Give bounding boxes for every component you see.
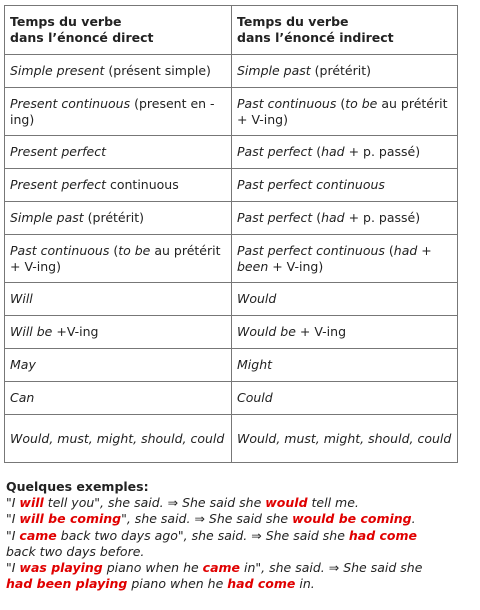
tense-name-italic: Simple present <box>10 63 105 78</box>
tense-note: ( <box>312 144 322 159</box>
cell-direct-tense <box>5 202 232 235</box>
example-line <box>6 511 476 527</box>
cell-direct-tense <box>5 349 232 382</box>
highlighted-verb: would be coming <box>292 511 412 527</box>
tense-note: au prétérit + V-ing) <box>10 242 221 274</box>
table-row <box>5 55 458 88</box>
tense-note: + p. passé) <box>344 144 421 159</box>
example-text: She said she <box>261 527 349 543</box>
tense-name-italic: to be <box>345 95 378 111</box>
example-text: back two days before. <box>6 543 145 559</box>
tense-note: (prétérit) <box>83 210 144 225</box>
table-row <box>5 202 458 235</box>
highlighted-verb: will be coming <box>19 511 122 527</box>
tense-name-italic: Past perfect <box>237 210 313 225</box>
cell-indirect-tense <box>232 88 458 136</box>
tense-name-italic: Simple past <box>10 210 84 225</box>
cell-direct-tense <box>5 169 232 202</box>
example-text: in. <box>295 576 315 592</box>
example-text: She said she <box>178 495 266 511</box>
tense-note: continuous <box>106 177 179 192</box>
header-direct <box>5 6 232 55</box>
table-row <box>5 136 458 169</box>
cell-direct-tense <box>5 88 232 136</box>
cell-indirect-tense <box>232 415 458 463</box>
header-indirect <box>232 6 458 55</box>
tense-note: (présent simple) <box>104 63 211 78</box>
highlighted-verb: came <box>19 527 57 543</box>
tense-name-italic: Could <box>237 390 273 405</box>
table-row <box>5 415 458 463</box>
example-text: in", she said. <box>240 560 329 576</box>
table-row <box>5 382 458 415</box>
example-line <box>6 576 476 592</box>
tense-name-italic: Can <box>10 390 35 405</box>
example-text: "I <box>6 560 20 576</box>
example-text: tell you", she said. <box>43 495 168 511</box>
tense-name-italic: Might <box>237 357 273 372</box>
highlighted-verb: was playing <box>19 560 103 576</box>
tense-note: + V-ing <box>295 324 347 339</box>
cell-direct-tense <box>5 283 232 316</box>
examples-title: Quelques exemples: <box>6 479 149 494</box>
cell-direct-tense <box>5 235 232 283</box>
table-row <box>5 169 458 202</box>
table-header-row <box>5 6 458 55</box>
implies-arrow-icon: ⇒ <box>328 560 340 576</box>
cell-indirect-tense <box>232 169 458 202</box>
tense-name-italic: Will <box>10 291 33 306</box>
cell-indirect-tense <box>232 136 458 169</box>
highlighted-verb: will <box>19 495 44 511</box>
highlighted-verb: had come <box>348 527 418 543</box>
example-line <box>6 495 476 511</box>
tense-name-italic: Simple past <box>237 63 311 78</box>
tense-note: + p. passé) <box>344 210 421 225</box>
cell-indirect-tense <box>232 202 458 235</box>
table-row <box>5 88 458 136</box>
highlighted-verb: had been playing <box>6 576 128 592</box>
cell-direct-tense <box>5 316 232 349</box>
example-text: piano when he <box>102 560 203 576</box>
tense-name-italic: Would <box>237 291 277 306</box>
header-indirect-line2: dans l’énoncé indirect <box>237 30 394 45</box>
tense-table-body <box>5 55 458 463</box>
tense-note: (present en -ing) <box>10 95 215 127</box>
tense-name-italic: Will be <box>10 324 53 339</box>
tense-name-italic: Past continuous <box>10 242 110 258</box>
examples-block <box>6 479 476 592</box>
example-text: She said she <box>204 511 293 527</box>
tense-note: ( <box>109 242 119 258</box>
table-row <box>5 235 458 283</box>
tense-name-italic: Past perfect continuous <box>237 177 385 192</box>
tense-name-italic: had <box>321 210 345 225</box>
cell-indirect-tense <box>232 235 458 283</box>
example-text: "I <box>6 511 20 527</box>
example-text: . <box>411 511 416 527</box>
tense-name-italic: May <box>10 357 36 372</box>
tense-note: au prétérit + V-ing) <box>237 95 448 127</box>
implies-arrow-icon: ⇒ <box>251 527 262 543</box>
cell-indirect-tense <box>232 349 458 382</box>
tense-name-italic: Past perfect <box>237 144 313 159</box>
tense-name-italic: Would be <box>237 324 296 339</box>
example-line <box>6 528 476 544</box>
implies-arrow-icon: ⇒ <box>194 511 205 527</box>
cell-direct-tense <box>5 136 232 169</box>
example-text: She said she <box>339 560 423 576</box>
cell-direct-tense <box>5 415 232 463</box>
tense-table <box>4 5 458 463</box>
cell-direct-tense <box>5 55 232 88</box>
header-direct-line1: Temps du verbe <box>10 14 122 29</box>
tense-note: + V-ing) <box>268 258 324 274</box>
tense-note: ( <box>384 242 394 258</box>
cell-indirect-tense <box>232 283 458 316</box>
tense-name-italic: Present perfect <box>10 144 106 159</box>
cell-indirect-tense <box>232 55 458 88</box>
tense-name-italic: Past continuous <box>237 95 337 111</box>
tense-name-italic: Present continuous <box>10 95 131 111</box>
table-row <box>5 283 458 316</box>
table-row <box>5 349 458 382</box>
header-direct-line2: dans l’énoncé direct <box>10 30 154 45</box>
table-row <box>5 316 458 349</box>
examples-lines <box>6 495 476 592</box>
example-text: tell me. <box>307 495 359 511</box>
tense-name-italic: Present perfect <box>10 177 106 192</box>
highlighted-verb: would <box>265 495 308 511</box>
example-text: "I <box>6 495 20 511</box>
implies-arrow-icon: ⇒ <box>167 495 179 511</box>
tense-note: ( <box>336 95 346 111</box>
highlighted-verb: came <box>202 560 241 576</box>
tense-name-italic: Past perfect continuous <box>237 242 385 258</box>
example-text: back two days ago", she said. <box>56 527 252 543</box>
tense-name-italic: to be <box>118 242 151 258</box>
example-text: piano when he <box>127 576 228 592</box>
header-indirect-line1: Temps du verbe <box>237 14 349 29</box>
tense-note: (prétérit) <box>310 63 371 78</box>
tense-name-italic: had <box>321 144 345 159</box>
tense-note: ( <box>312 210 322 225</box>
example-line <box>6 544 476 560</box>
highlighted-verb: had come <box>227 576 296 592</box>
tense-name-italic: Would, must, might, should, could <box>237 430 452 446</box>
tense-name-italic: had + been <box>237 242 432 274</box>
cell-direct-tense <box>5 382 232 415</box>
tense-note: +V-ing <box>52 324 99 339</box>
example-line <box>6 560 476 576</box>
tense-name-italic: Would, must, might, should, could <box>10 430 225 446</box>
cell-indirect-tense <box>232 316 458 349</box>
example-text: ", she said. <box>121 511 195 527</box>
cell-indirect-tense <box>232 382 458 415</box>
example-text: "I <box>6 527 20 543</box>
